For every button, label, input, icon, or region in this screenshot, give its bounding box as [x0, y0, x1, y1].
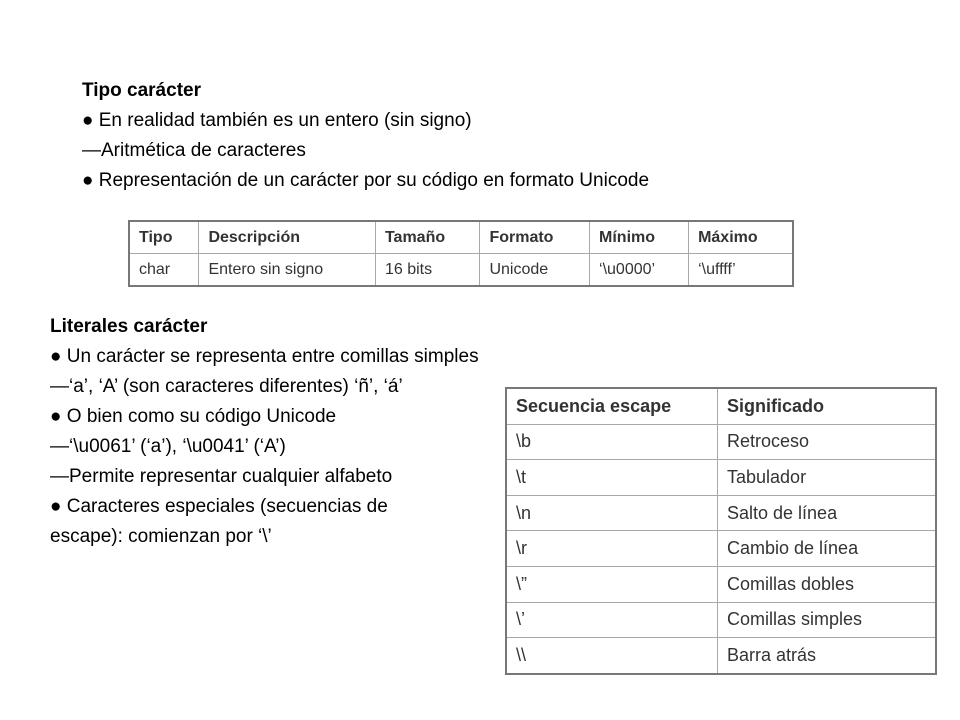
table-header-row	[129, 221, 793, 254]
header-cell: Mínimo	[590, 221, 689, 254]
bullet-line: ● Representación de un carácter por su código en formato Unicode	[82, 170, 650, 191]
bullet-line: ● O bien como su código Unicode	[50, 406, 337, 427]
char-type-table	[128, 220, 794, 287]
sub-line: —‘\u0061’ (‘a’), ‘\u0041’ (‘A’)	[50, 436, 286, 457]
sub-line: —Permite representar cualquier alfabeto	[50, 466, 393, 487]
table-row	[506, 495, 936, 531]
sub-line: —‘a’, ‘A’ (son caracteres diferentes) ‘ñ’, ‘á’	[50, 376, 403, 397]
table-row	[506, 424, 936, 460]
table-cell: Salto de línea	[718, 495, 937, 531]
table-row	[506, 567, 936, 603]
section-char-literals	[50, 312, 479, 552]
table-row	[506, 460, 936, 496]
header-cell: Significado	[718, 388, 937, 424]
table-cell: char	[129, 254, 199, 287]
table-cell: \”	[506, 567, 718, 603]
table-cell: 16 bits	[375, 254, 479, 287]
header-cell: Descripción	[199, 221, 376, 254]
table-cell: \b	[506, 424, 718, 460]
header-cell: Máximo	[689, 221, 793, 254]
header-cell: Tipo	[129, 221, 199, 254]
table-cell: \n	[506, 495, 718, 531]
table-cell: Barra atrás	[718, 638, 937, 674]
table-cell: Comillas dobles	[718, 567, 937, 603]
escape-sequence-table	[505, 387, 937, 675]
bullet-line: ● Caracteres especiales (secuencias de	[50, 496, 388, 517]
table-header-row	[506, 388, 936, 424]
table-row	[506, 531, 936, 567]
table-row	[506, 638, 936, 674]
bullet-line: ● Un carácter se representa entre comillas simples	[50, 346, 479, 367]
header-cell: Secuencia escape	[506, 388, 718, 424]
table-cell: \’	[506, 602, 718, 638]
section-heading: Tipo carácter	[82, 80, 201, 101]
header-cell: Tamaño	[375, 221, 479, 254]
table-cell: Tabulador	[718, 460, 937, 496]
table-cell: \r	[506, 531, 718, 567]
table-cell: Entero sin signo	[199, 254, 376, 287]
table-cell: \t	[506, 460, 718, 496]
table-cell: \\	[506, 638, 718, 674]
sub-line: —Aritmética de caracteres	[82, 140, 306, 161]
table-row	[506, 602, 936, 638]
table-cell: ‘\u0000’	[590, 254, 689, 287]
table-cell: Comillas simples	[718, 602, 937, 638]
table-cell: Retroceso	[718, 424, 937, 460]
table-row	[129, 254, 793, 287]
table-cell: ‘\uffff’	[689, 254, 793, 287]
header-cell: Formato	[480, 221, 590, 254]
bullet-line: ● En realidad también es un entero (sin signo)	[82, 110, 472, 131]
section-heading: Literales carácter	[50, 316, 208, 337]
section-char-type	[82, 76, 649, 196]
table-cell: Unicode	[480, 254, 590, 287]
table-cell: Cambio de línea	[718, 531, 937, 567]
bullet-line-continuation: escape): comienzan por ‘\’	[50, 526, 272, 547]
